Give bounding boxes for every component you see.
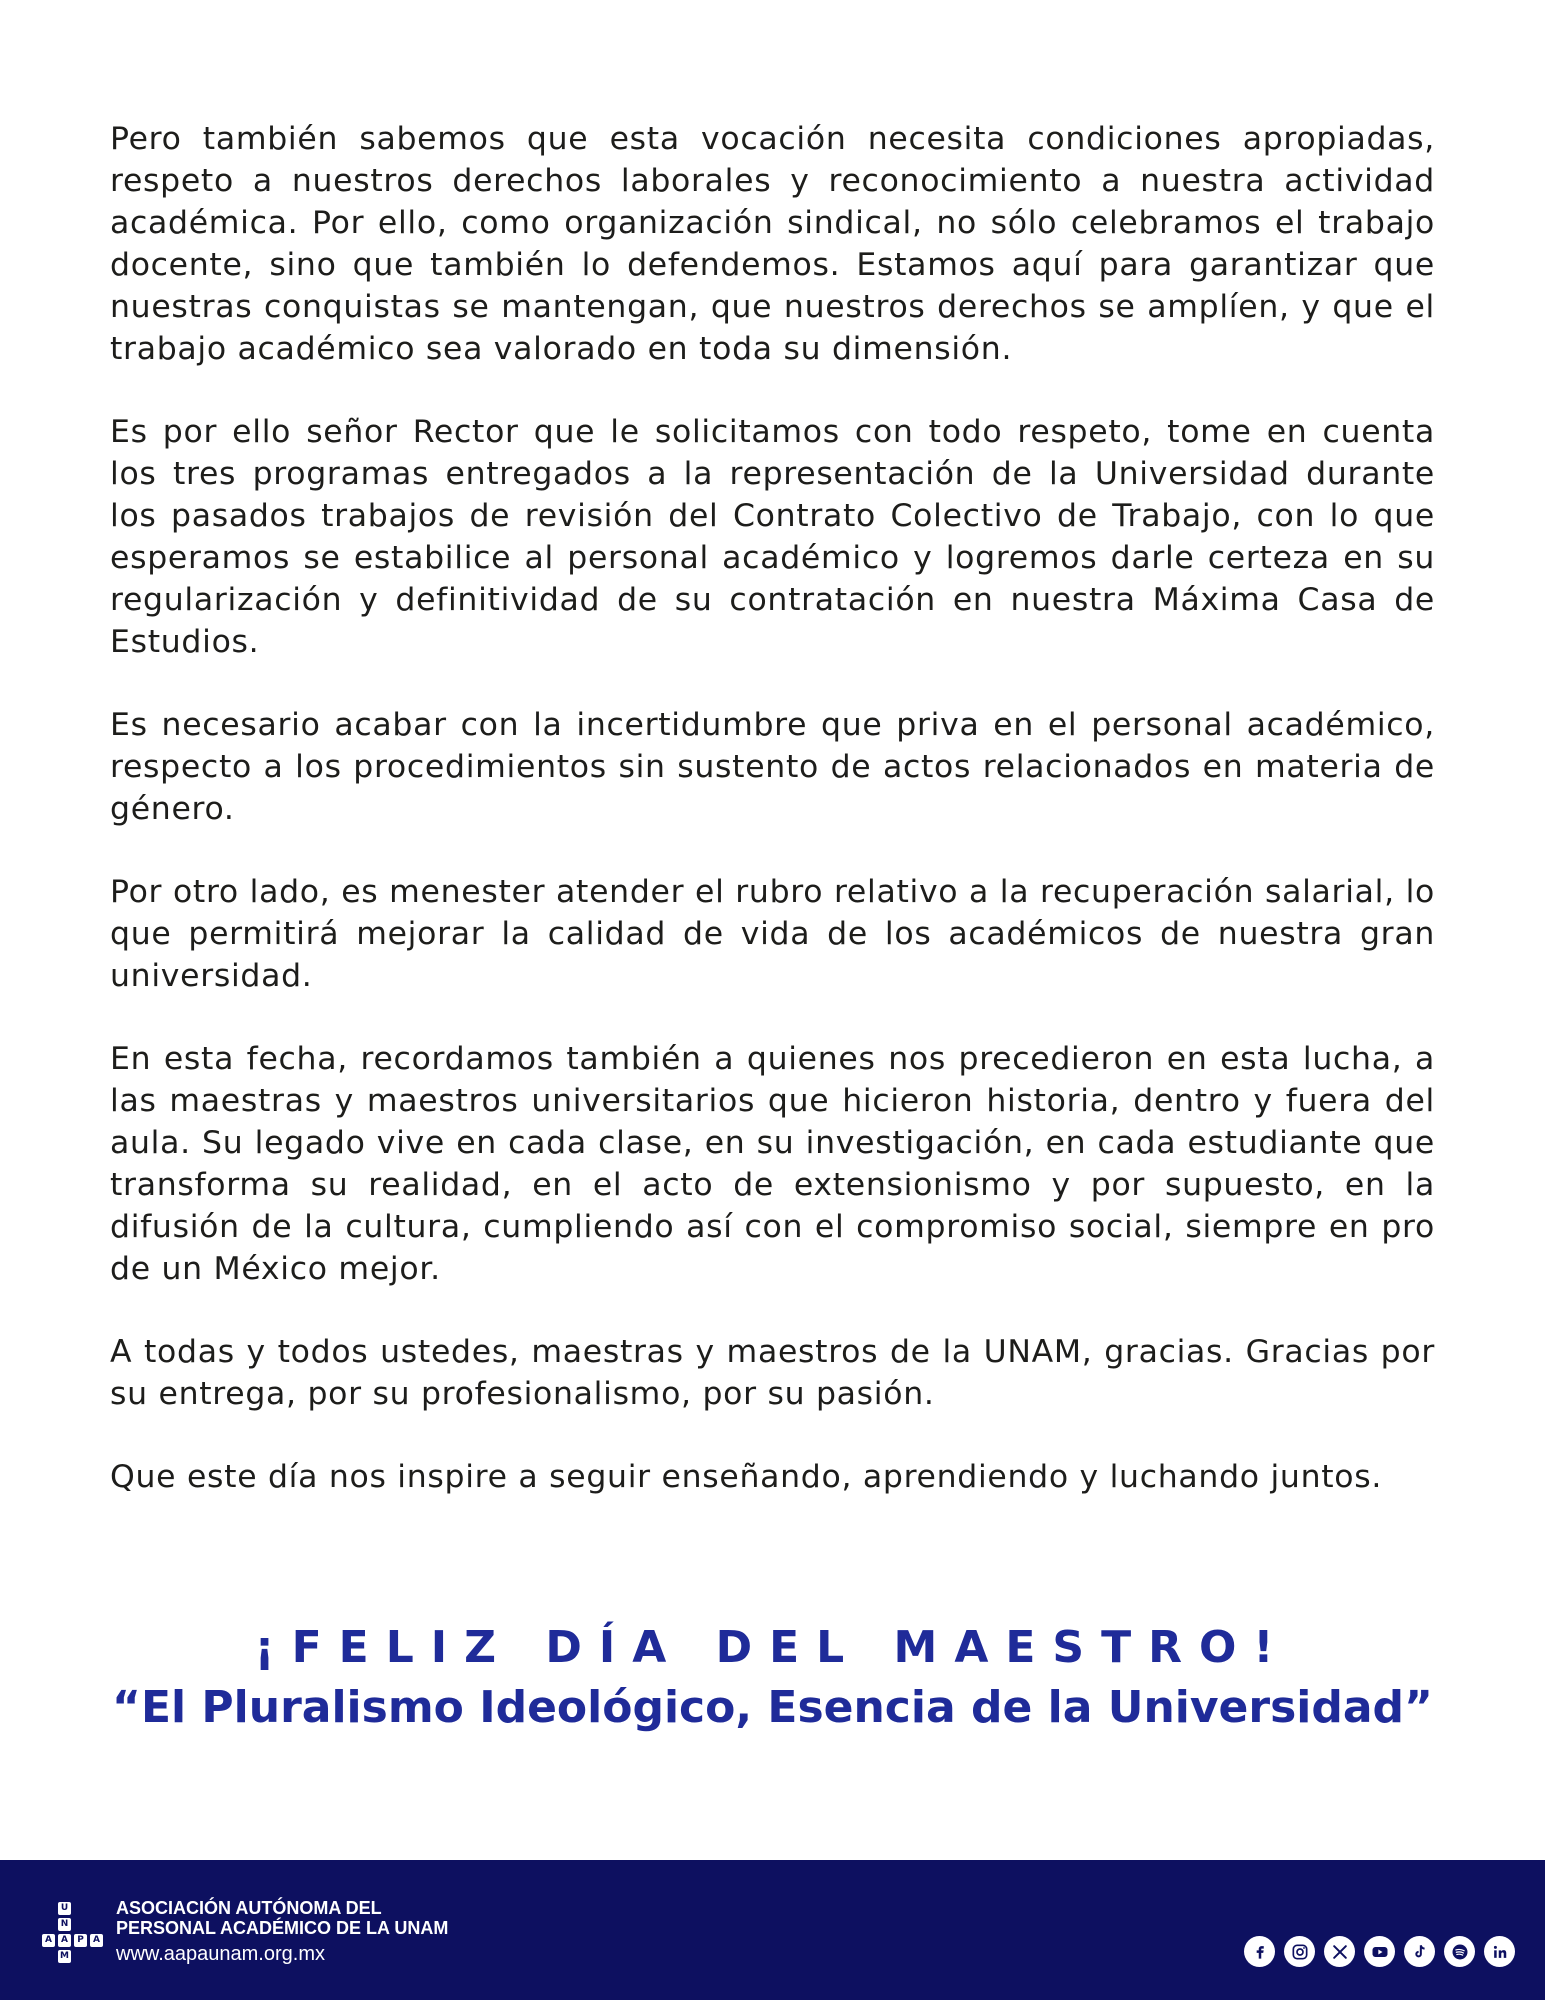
linkedin-icon[interactable] (1484, 1936, 1515, 1967)
website-link[interactable]: www.aapaunam.org.mx (116, 1943, 325, 1965)
spotify-icon[interactable] (1444, 1936, 1475, 1967)
paragraph-5: En esta fecha, recordamos también a quienes nos precedieron en esta lucha, a las maestras y maestros universitarios que hicieron historia, dentro y fuera del aula. Su legado vive en cada clase, en su investigación, en cada estudiante que transforma su realidad, en el acto de extensionismo y por supuesto, en la difusión de la cultura, cumpliendo así con el compromiso social, siempre en pro de un México mejor. (110, 1041, 1435, 1287)
slogan-motto: “El Pluralismo Ideológico, Esencia de la Universidad” (112, 1682, 1433, 1733)
instagram-icon[interactable] (1284, 1936, 1315, 1967)
paragraph-1: Pero también sabemos que esta vocación necesita condiciones apropiadas, respeto a nuestros derechos laborales y reconocimiento a nuestra actividad académica. Por ello, como organización sindical, no sólo celebramos el trabajo docente, sino que también lo defendemos. Estamos aquí para garantizar que nuestras conquistas se mantengan, que nuestros derechos se amplíen, y que el trabajo académico sea valorado en toda su dimensión. (110, 121, 1435, 367)
letter-body (110, 118, 1435, 1539)
tiktok-icon[interactable] (1404, 1936, 1435, 1967)
paragraph-3: Es necesario acabar con la incertidumbre que priva en el personal académico, respecto a los procedimientos sin sustento de actos relacionados en materia de género. (110, 707, 1435, 827)
slogan-greeting: ¡FELIZ DÍA DEL MAESTRO! (254, 1622, 1291, 1673)
social-links (1244, 1936, 1515, 1967)
paragraph-6: A todas y todos ustedes, maestras y maestros de la UNAM, gracias. Gracias por su entrega, por su profesionalismo, por su pasión. (110, 1334, 1435, 1412)
org-name-line2: PERSONAL ACADÉMICO DE LA UNAM (116, 1918, 449, 1938)
paragraph-4: Por otro lado, es menester atender el rubro relativo a la recuperación salarial, lo que permitirá mejorar la calidad de vida de los académicos de nuestra gran universidad. (110, 874, 1435, 994)
paragraph-2: Es por ello señor Rector que le solicitamos con todo respeto, tome en cuenta los tres programas entregados a la representación de la Universidad durante los pasados trabajos de revisión del Contrato Colectivo de Trabajo, con lo que esperamos se estabilice al personal académico y logremos darle certeza en su regularización y definitividad de su contratación en nuestra Máxima Casa de Estudios. (110, 414, 1435, 660)
paragraph-7: Que este día nos inspire a seguir enseñando, aprendiendo y luchando juntos. (110, 1459, 1383, 1495)
facebook-icon[interactable] (1244, 1936, 1275, 1967)
org-name-line1: ASOCIACIÓN AUTÓNOMA DEL (116, 1898, 382, 1918)
org-info (116, 1898, 448, 1968)
aapaunam-logo: U N A A P A M (42, 1902, 104, 1964)
slogan (0, 1620, 1545, 1738)
x-icon[interactable] (1324, 1936, 1355, 1967)
footer (0, 1860, 1545, 2000)
youtube-icon[interactable] (1364, 1936, 1395, 1967)
